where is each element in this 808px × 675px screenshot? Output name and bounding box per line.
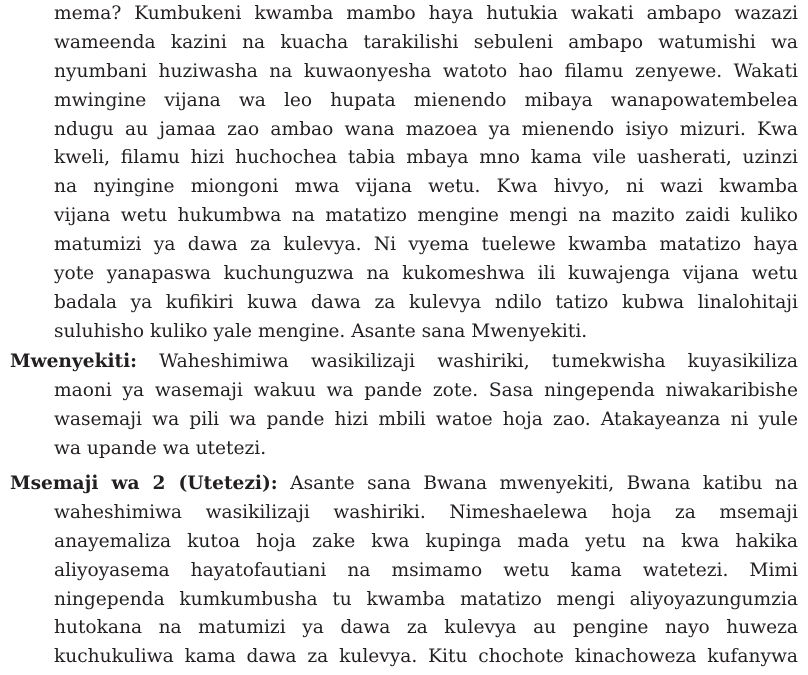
text-line: aliyoyasema hayatofautiani na msimamo wetu kama watetezi. Mimi bbox=[54, 559, 798, 581]
text-line: ningependa kumkumbusha tu kwamba matatizo mengi aliyoyazungumzia bbox=[54, 588, 798, 610]
text-line-first bbox=[10, 470, 798, 499]
text-line: nyumbani huziwasha na kuwaonyesha watoto hao filamu zenyewe. Wakati bbox=[54, 60, 798, 82]
text-line: na nyingine miongoni mwa vijana wetu. Kwa hivyo, ni wazi kwamba bbox=[54, 176, 798, 198]
text-line: ndugu au jamaa zao ambao wana mazoea ya mienendo isiyo mizuri. Kwa bbox=[54, 118, 798, 140]
paragraph-continuation bbox=[10, 0, 798, 347]
text-line: matumizi ya dawa za kulevya. Ni vyema tuelewe kwamba matatizo haya bbox=[54, 234, 798, 256]
text-line: kuchukuliwa kama dawa za kulevya. Kitu chochote kinachoweza kufanywa bbox=[54, 646, 798, 668]
text-line: yote yanapaswa kuchunguzwa na kukomeshwa ili kuwajenga vijana wetu bbox=[54, 263, 798, 285]
paragraph-chairperson bbox=[10, 348, 798, 464]
speaker-label: Mwenyekiti: bbox=[10, 351, 138, 372]
text-run: Waheshimiwa wasikilizaji washiriki, tumekwisha kuyasikiliza bbox=[137, 351, 798, 372]
text-line: wameenda kazini na kuacha tarakilishi sebuleni ambapo watumishi wa bbox=[54, 31, 798, 53]
text-line: badala ya kufikiri kuwa dawa za kulevya ndilo tatizo kubwa linalohitaji bbox=[54, 291, 798, 313]
text-line: wa upande wa utetezi. bbox=[54, 437, 267, 459]
speaker-label: Msemaji wa 2 (Utetezi): bbox=[10, 473, 278, 494]
text-line: wasemaji wa pili wa pande hizi mbili watoe hoja zao. Atakayeanza ni yule bbox=[54, 408, 798, 430]
paragraph-speaker-2 bbox=[10, 470, 798, 672]
text-line: mwingine vijana wa leo hupata mienendo mibaya wanapowatembelea bbox=[54, 89, 798, 111]
text-line: vijana wetu hukumbwa na matatizo mengine mengi na mazito zaidi kuliko bbox=[54, 205, 798, 227]
text-run: Asante sana Bwana mwenyekiti, Bwana katibu na bbox=[277, 473, 798, 494]
text-line: maoni ya wasemaji wakuu wa pande zote. Sasa ningependa niwakaribishe bbox=[54, 379, 798, 401]
text-line: suluhisho kuliko yale mengine. Asante sana Mwenyekiti. bbox=[54, 320, 588, 342]
text-line: hutokana na matumizi ya dawa za kulevya au pengine nayo huweza bbox=[54, 617, 798, 639]
text-line: waheshimiwa wasikilizaji washiriki. Nimeshaelewa hoja za msemaji bbox=[54, 501, 798, 523]
text-line-first bbox=[10, 348, 798, 377]
text-line: anayemaliza kutoa hoja zake kwa kupinga mada yetu na kwa hakika bbox=[54, 530, 798, 552]
text-line: mema? Kumbukeni kwamba mambo haya hutukia wakati ambapo wazazi bbox=[54, 3, 798, 24]
text-line: kweli, filamu hizi huchochea tabia mbaya mno kama vile uasherati, uzinzi bbox=[54, 147, 798, 169]
